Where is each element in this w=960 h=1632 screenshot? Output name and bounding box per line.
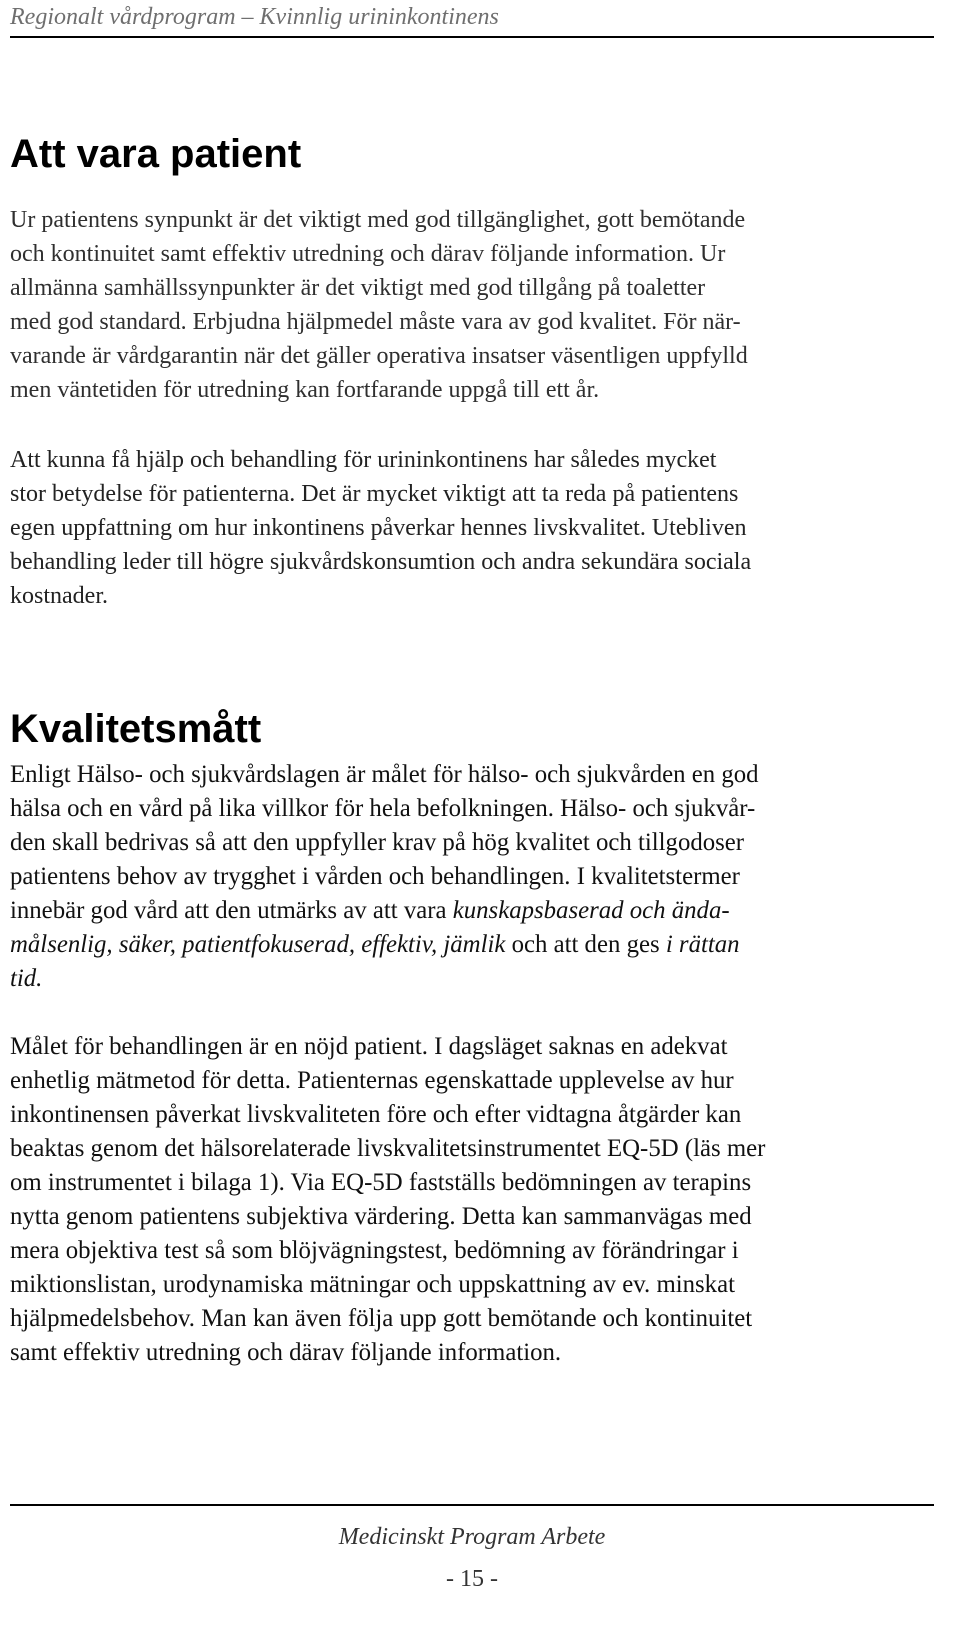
text-line: varande är vårdgarantin när det gäller operativa insatser väsentligen uppfylld [10,343,748,369]
text-line: egen uppfattning om hur inkontinens påverkar hennes livskvalitet. Utebliven [10,515,747,541]
text-line: nytta genom patientens subjektiva värdering. Detta kan sammanvägas med [10,1203,752,1230]
paragraph-quality-1 [10,758,934,996]
italic-run: målsenlig, säker, patientfokuserad, effektiv, jämlik [10,931,506,958]
text-run: innebär god vård att den utmärks av att vara [10,897,453,924]
text-line: om instrumentet i bilaga 1). Via EQ-5D fastställs bedömningen av terapins [10,1169,752,1196]
text-line: samt effektiv utredning och därav följande information. [10,1339,562,1366]
italic-run: i rättan [665,931,740,958]
heading-kvalitetsmatt: Kvalitetsmått [10,707,262,751]
text-line: behandling leder till högre sjukvårdskonsumtion och andra sekundära sociala [10,549,752,575]
text-line: tid. [10,965,43,992]
text-line: patientens behov av trygghet i vården och behandlingen. I kvalitetstermer [10,863,740,890]
text-line: Ur patientens synpunkt är det viktigt med god tillgänglighet, gott bemötande [10,207,746,233]
paragraph-patient-1 [10,203,934,407]
text-line: Målet för behandlingen är en nöjd patient. I dagsläget saknas en adekvat [10,1033,728,1060]
text-line: den skall bedrivas så att den uppfyller krav på hög kvalitet och tillgodoser [10,829,745,856]
text-line-mixed [10,928,934,962]
footer-program-title: Medicinskt Program Arbete [338,1524,606,1550]
text-run: och att den ges [505,931,666,958]
text-line: stor betydelse för patienterna. Det är mycket viktigt att ta reda på patientens [10,481,739,507]
text-line: enhetlig mätmetod för detta. Patienternas egenskattade upplevelse av hur [10,1067,734,1094]
text-line: miktionslistan, urodynamiska mätningar och uppskattning av ev. minskat [10,1271,735,1298]
text-line: hjälpmedelsbehov. Man kan även följa upp gott bemötande och kontinuitet [10,1305,753,1332]
text-line: allmänna samhällssynpunkter är det viktigt med god tillgång på toaletter [10,275,706,301]
text-line: kostnader. [10,583,108,609]
page-footer [10,1504,934,1632]
text-line: inkontinensen påverkat livskvaliteten före och efter vidtagna åtgärder kan [10,1101,742,1128]
page-number: - 15 - [446,1566,498,1592]
text-line: med god standard. Erbjudna hjälpmedel måste vara av god kvalitet. För när- [10,309,741,335]
italic-run: kunskapsbaserad och ända- [452,897,730,924]
heading-att-vara-patient: Att vara patient [10,132,302,176]
paragraph-quality-2 [10,1030,934,1370]
text-line: Enligt Hälso- och sjukvårdslagen är målet för hälso- och sjukvården en god [10,761,759,788]
text-line-mixed [10,894,934,928]
text-line: beaktas genom det hälsorelaterade livskvalitetsinstrumentet EQ-5D (läs mer [10,1135,766,1162]
running-title: Regionalt vårdprogram – Kvinnlig urininkontinens [10,4,499,30]
text-line: och kontinuitet samt effektiv utredning och därav följande information. Ur [10,241,726,267]
text-line: men väntetiden för utredning kan fortfarande uppgå till ett år. [10,377,600,403]
page-header [10,0,934,38]
paragraph-patient-2 [10,443,934,613]
text-line: Att kunna få hjälp och behandling för urininkontinens har således mycket [10,447,717,473]
text-line: mera objektiva test så som blöjvägningstest, bedömning av förändringar i [10,1237,739,1264]
text-line: hälsa och en vård på lika villkor för hela befolkningen. Hälso- och sjukvår- [10,795,756,822]
